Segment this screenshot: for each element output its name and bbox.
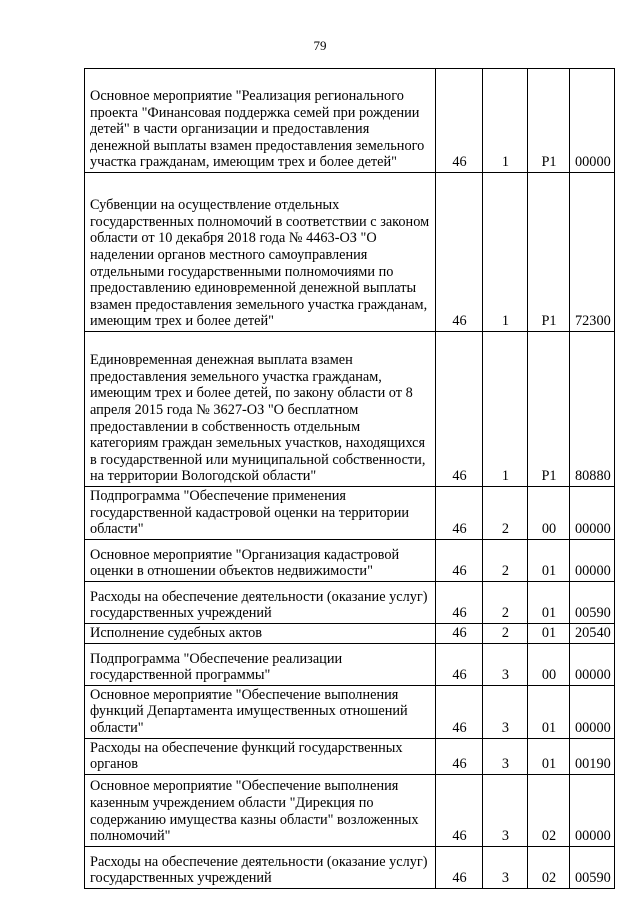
row-name: Основное мероприятие "Обеспечение выполнения функций Департамента имущественных отношений области" <box>85 685 436 738</box>
row-name: Основное мероприятие "Организация кадастровой оценки в отношении объектов недвижимости" <box>85 539 436 581</box>
table-row <box>85 643 615 685</box>
code-program: 46 <box>436 846 483 888</box>
code-direction: 00000 <box>570 487 615 540</box>
code-subprogram: 1 <box>483 332 528 487</box>
code-subprogram: 1 <box>483 69 528 173</box>
row-name: Расходы на обеспечение деятельности (оказание услуг) государственных учреждений <box>85 581 436 623</box>
code-program: 46 <box>436 173 483 332</box>
table-row <box>85 738 615 774</box>
code-event: 01 <box>528 581 570 623</box>
table-row <box>85 685 615 738</box>
code-event: 01 <box>528 623 570 643</box>
code-program: 46 <box>436 581 483 623</box>
row-name: Основное мероприятие "Реализация регионального проекта "Финансовая поддержка семей при рождении детей" в части организации и предоставления денежной выплаты взамен предоставления земельного участка гражданам, имеющим трех и более детей" <box>85 69 436 173</box>
row-name: Исполнение судебных актов <box>85 623 436 643</box>
table-row <box>85 69 615 173</box>
budget-classification-table <box>84 68 615 889</box>
code-event: 00 <box>528 643 570 685</box>
code-direction: 72300 <box>570 173 615 332</box>
code-event: P1 <box>528 173 570 332</box>
code-subprogram: 3 <box>483 774 528 846</box>
code-event: 01 <box>528 738 570 774</box>
code-subprogram: 2 <box>483 487 528 540</box>
table-row <box>85 487 615 540</box>
code-program: 46 <box>436 487 483 540</box>
table-row <box>85 332 615 487</box>
row-name: Расходы на обеспечение функций государственных органов <box>85 738 436 774</box>
code-subprogram: 3 <box>483 846 528 888</box>
code-program: 46 <box>436 643 483 685</box>
code-direction: 20540 <box>570 623 615 643</box>
code-direction: 00190 <box>570 738 615 774</box>
code-program: 46 <box>436 774 483 846</box>
code-subprogram: 2 <box>483 623 528 643</box>
row-name: Субвенции на осуществление отдельных государственных полномочий в соответствии с законом области от 10 декабря 2018 года № 4463-ОЗ "О наделении органов местного самоуправления отдельными государственными полномочиями по предоставлению единовременной денежной выплаты взамен предоставления земельного участка гражданам, имеющим трех и более детей" <box>85 173 436 332</box>
row-name: Расходы на обеспечение деятельности (оказание услуг) государственных учреждений <box>85 846 436 888</box>
row-name: Единовременная денежная выплата взамен предоставления земельного участка гражданам, имеющим трех и более детей, по закону области от 8 апреля 2015 года № 3627-ОЗ "О бесплатном предоставлении в собственность отдельным категориям граждан земельных участков, находящихся в государственной или муниципальной собственности, на территории Вологодской области" <box>85 332 436 487</box>
table-row <box>85 623 615 643</box>
row-name: Подпрограмма "Обеспечение применения государственной кадастровой оценки на территории области" <box>85 487 436 540</box>
code-direction: 00000 <box>570 685 615 738</box>
page-number: 79 <box>313 38 327 53</box>
code-program: 46 <box>436 738 483 774</box>
code-event: 01 <box>528 539 570 581</box>
code-direction: 00000 <box>570 774 615 846</box>
code-subprogram: 1 <box>483 173 528 332</box>
table-row <box>85 774 615 846</box>
code-event: 00 <box>528 487 570 540</box>
code-subprogram: 3 <box>483 685 528 738</box>
code-direction: 00000 <box>570 643 615 685</box>
code-program: 46 <box>436 539 483 581</box>
code-direction: 00000 <box>570 539 615 581</box>
code-program: 46 <box>436 332 483 487</box>
code-direction: 80880 <box>570 332 615 487</box>
code-direction: 00590 <box>570 581 615 623</box>
code-direction: 00590 <box>570 846 615 888</box>
code-subprogram: 2 <box>483 581 528 623</box>
code-program: 46 <box>436 685 483 738</box>
code-program: 46 <box>436 69 483 173</box>
code-event: 01 <box>528 685 570 738</box>
code-subprogram: 2 <box>483 539 528 581</box>
row-name: Основное мероприятие "Обеспечение выполнения казенным учреждением области "Дирекция по содержанию имущества казны области" возложенных полномочий" <box>85 774 436 846</box>
table-row <box>85 173 615 332</box>
code-event: 02 <box>528 846 570 888</box>
table-row <box>85 846 615 888</box>
code-subprogram: 3 <box>483 643 528 685</box>
code-subprogram: 3 <box>483 738 528 774</box>
code-direction: 00000 <box>570 69 615 173</box>
code-program: 46 <box>436 623 483 643</box>
code-event: 02 <box>528 774 570 846</box>
table-row <box>85 581 615 623</box>
code-event: P1 <box>528 69 570 173</box>
table-row <box>85 539 615 581</box>
code-event: P1 <box>528 332 570 487</box>
row-name: Подпрограмма "Обеспечение реализации государственной программы" <box>85 643 436 685</box>
